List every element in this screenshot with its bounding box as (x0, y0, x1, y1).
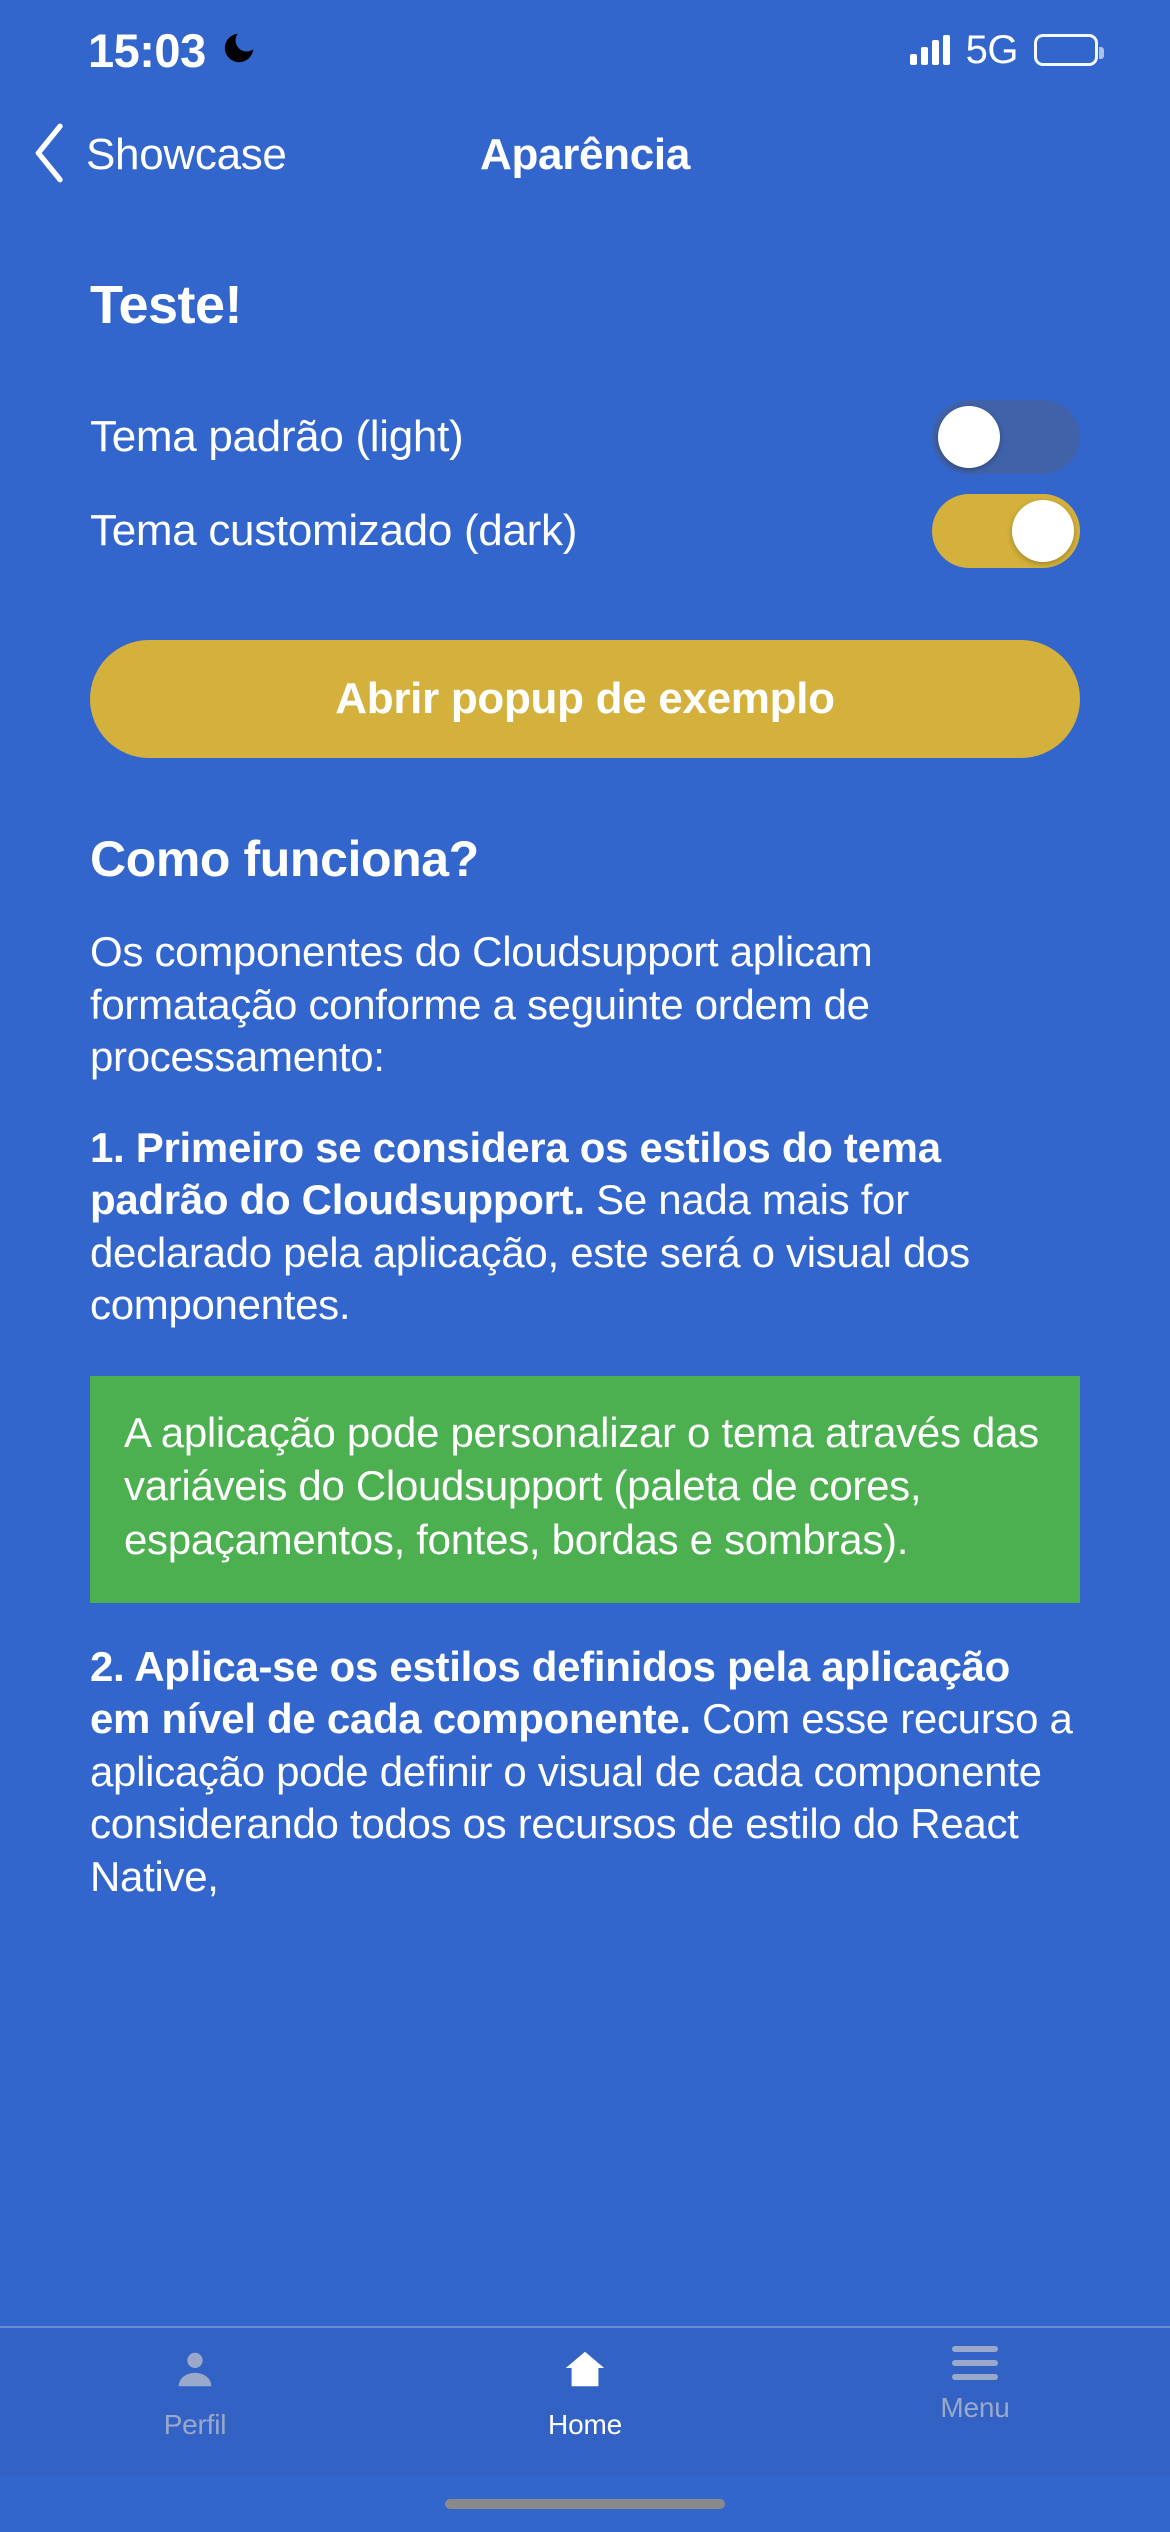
callout-text: A aplicação pode personalizar o tema através das variáveis do Cloudsupport (paleta de cores, espaçamentos, fontes, bordas e sombras). (124, 1408, 1039, 1563)
battery-icon (1034, 34, 1098, 66)
status-time: 15:03 (88, 23, 206, 77)
page-title: Aparência (479, 130, 691, 179)
section-title: Teste! (90, 275, 243, 335)
step-1-rest: Se nada mais for declarado pela aplicação, este será o visual dos componentes. (90, 1176, 970, 1328)
step-1-bold: 1. Primeiro se considera os estilos do tema padrão do Cloudsupport. (90, 1123, 941, 1223)
toggle-switch-light[interactable] (932, 400, 1080, 474)
intro-paragraph: Os componentes do Cloudsupport aplicam formatação conforme a seguinte ordem de processamento: (90, 928, 873, 1080)
scroll-content[interactable] (0, 210, 1170, 2326)
tab-menu[interactable] (780, 2346, 1170, 2424)
step-2-rest: Com esse recurso a aplicação pode definir o visual de cada componente considerando todos os recursos de estilo do React Native, (90, 1695, 1073, 1900)
home-icon (562, 2346, 608, 2397)
step-2-bold: 2. Aplica-se os estilos definidos pela aplicação em nível de cada componente. (90, 1642, 1011, 1743)
hamburger-icon (952, 2346, 998, 2380)
callout-box (90, 1376, 1080, 1603)
home-indicator-area (0, 2476, 1170, 2532)
status-bar (0, 0, 1170, 100)
tab-label-menu: Menu (940, 2392, 1010, 2423)
signal-bars-icon (910, 35, 950, 65)
chevron-left-icon (30, 123, 70, 188)
back-button[interactable] (30, 123, 287, 188)
tab-perfil[interactable] (0, 2346, 390, 2441)
tab-home[interactable] (390, 2346, 780, 2441)
moon-icon (220, 29, 258, 72)
status-bar-left (88, 23, 258, 77)
toggle-label-dark: Tema customizado (dark) (90, 506, 578, 555)
step-2-paragraph (90, 1641, 1080, 1904)
theme-toggle-list (90, 390, 1080, 578)
tab-label-home: Home (548, 2409, 622, 2440)
nav-bar (0, 100, 1170, 210)
tab-label-perfil: Perfil (163, 2409, 227, 2440)
status-bar-right (910, 28, 1098, 73)
toggle-row-dark (90, 484, 1080, 578)
person-icon (172, 2346, 218, 2397)
toggle-label-light: Tema padrão (light) (90, 412, 464, 461)
toggle-row-light (90, 390, 1080, 484)
toggle-knob (938, 406, 1000, 468)
step-1-paragraph (90, 1122, 1080, 1332)
how-it-works-title: Como funciona? (90, 831, 479, 887)
network-label: 5G (965, 27, 1018, 72)
bottom-tab-bar (0, 2326, 1170, 2476)
open-example-popup-button[interactable]: Abrir popup de exemplo (90, 640, 1080, 758)
toggle-switch-dark[interactable] (932, 494, 1080, 568)
home-indicator[interactable] (445, 2499, 725, 2509)
toggle-knob (1012, 500, 1074, 562)
back-button-label: Showcase (86, 130, 287, 179)
